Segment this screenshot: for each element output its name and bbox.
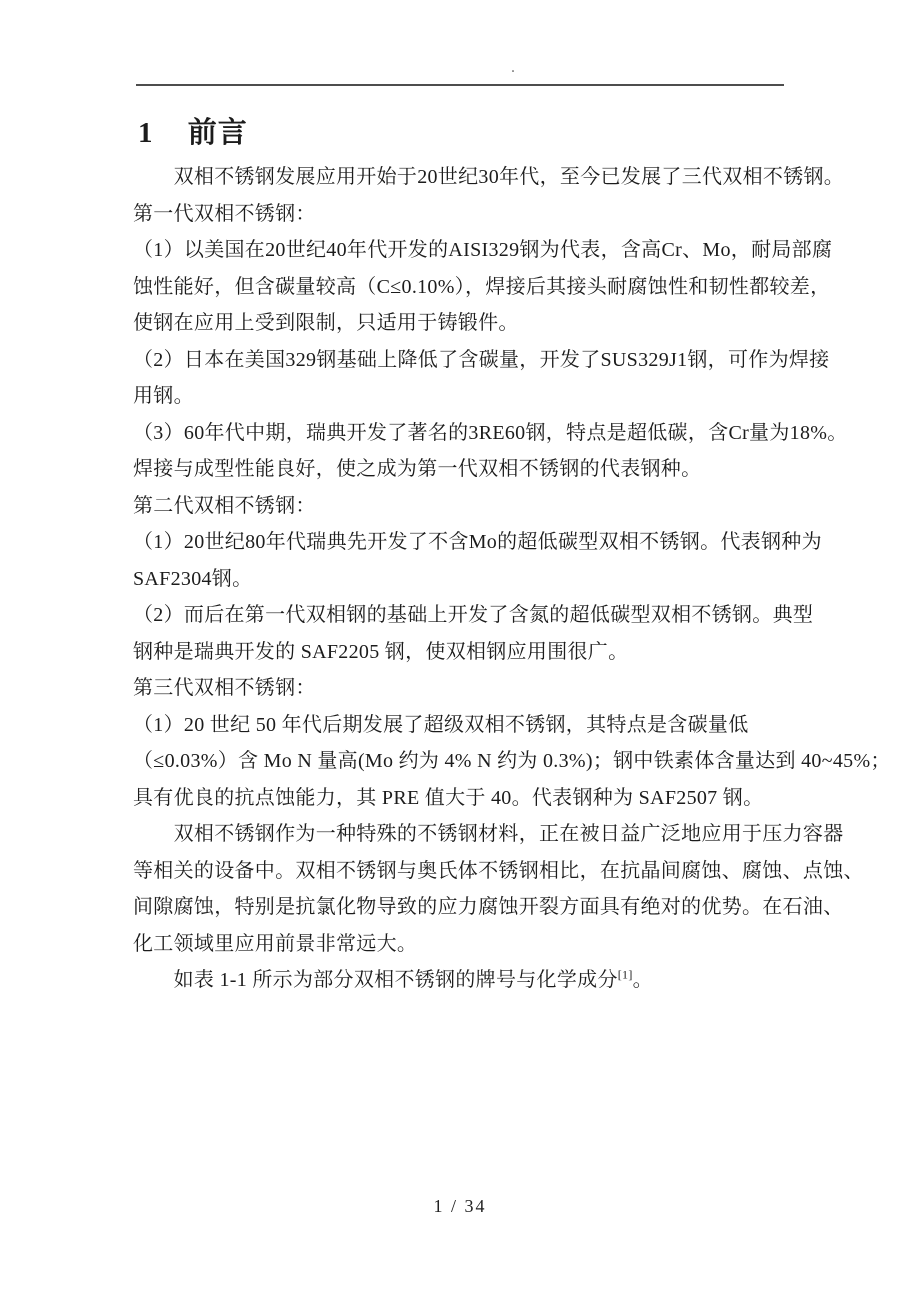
text-line: 双相不锈钢发展应用开始于20世纪30年代，至今已发展了三代双相不锈钢。 <box>133 166 845 188</box>
text-line: （2）而后在第一代双相钢的基础上开发了含氮的超低碳型双相不锈钢。典型 <box>133 604 814 626</box>
header-rule <box>136 84 784 86</box>
text-line: 第二代双相不锈钢： <box>133 494 316 517</box>
citation-superscript: [1] <box>617 967 633 982</box>
text-line: 如表 1-1 所示为部分双相不锈钢的牌号与化学成分[1]。 <box>133 967 653 991</box>
text-line: SAF2304钢。 <box>133 567 253 590</box>
text-line: （≤0.03%）含 Mo N 量高(Mo 约为 4% N 约为 0.3%)；钢中铁素体含量达到 40~45%； <box>133 750 891 772</box>
header-mark: . <box>511 59 515 76</box>
text-line: 蚀性能好，但含碳量较高（C≤0.10%），焊接后其接头耐腐蚀性和韧性都较差， <box>133 275 831 298</box>
text-line: （1）20世纪80年代瑞典先开发了不含Mo的超低碳型双相不锈钢。代表钢种为 <box>133 531 822 553</box>
document-body <box>133 159 891 999</box>
text-line: 化工领域里应用前景非常远大。 <box>133 932 418 955</box>
section-heading <box>138 110 248 151</box>
section-title: 前言 <box>187 117 248 149</box>
text-line: （2）日本在美国329钢基础上降低了含碳量，开发了SUS329J1钢，可作为焊接 <box>133 348 830 371</box>
text-line: 用钢。 <box>133 385 194 407</box>
text-line: （3）60年代中期，瑞典开发了著名的3RE60钢，特点是超低碳，含Cr量为18%。 <box>133 421 848 444</box>
text-line: 具有优良的抗点蚀能力，其 PRE 值大于 40。代表钢种为 SAF2507 钢。 <box>133 786 764 809</box>
text-line: （1）以美国在20世纪40年代开发的AISI329钢为代表，含高Cr、Mo，耐局部腐 <box>133 239 833 261</box>
text-line: 双相不锈钢作为一种特殊的不锈钢材料，正在被日益广泛地应用于压力容器 <box>133 823 844 845</box>
text-line: 第三代双相不锈钢： <box>133 677 316 699</box>
text-line: 等相关的设备中。双相不锈钢与奥氏体不锈钢相比，在抗晶间腐蚀、腐蚀、点蚀、 <box>133 859 864 882</box>
text-line: 焊接与成型性能良好，使之成为第一代双相不锈钢的代表钢种。 <box>133 458 702 480</box>
text-line: 使钢在应用上受到限制，只适用于铸锻件。 <box>133 312 519 334</box>
text-line: （1）20 世纪 50 年代后期发展了超级双相不锈钢，其特点是含碳量低 <box>133 713 749 736</box>
section-number: 1 <box>138 117 154 149</box>
text-line: 钢种是瑞典开发的 SAF2205 钢，使双相钢应用围很广。 <box>133 640 629 663</box>
text-line: 第一代双相不锈钢： <box>133 202 316 225</box>
page-number: 1 / 34 <box>433 1196 487 1216</box>
text-line: 间隙腐蚀，特别是抗氯化物导致的应力腐蚀开裂方面具有绝对的优势。在石油、 <box>133 896 844 918</box>
